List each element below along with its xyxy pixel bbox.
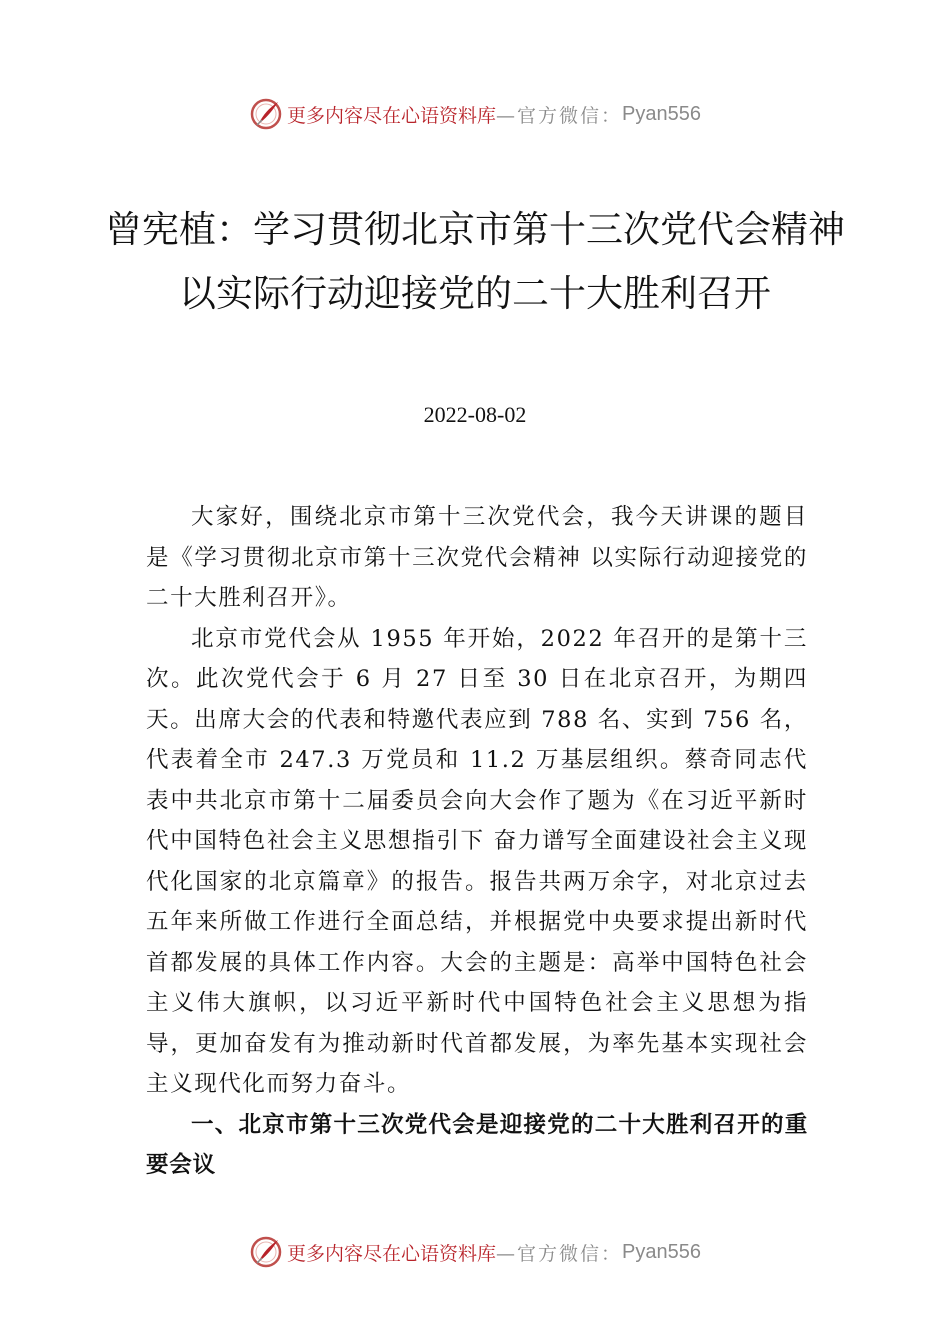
banner-wechat-label: —官方微信： xyxy=(496,104,623,127)
article-body xyxy=(146,497,808,1186)
banner-site-text: 更多内容尽在心语资料库 xyxy=(287,1242,497,1265)
section-heading: 一、北京市第十三次党代会是迎接党的二十大胜利召开的重要会议 xyxy=(146,1111,808,1178)
feather-pen-icon xyxy=(249,97,283,131)
feather-pen-icon xyxy=(249,1235,283,1269)
article-date: 2022-08-02 xyxy=(423,402,527,427)
article-title: 曾宪植：学习贯彻北京市第十三次党代会精神 以实际行动迎接党的二十大胜利召开 xyxy=(105,208,845,315)
banner-wechat-id: Pyan556 xyxy=(622,1240,701,1263)
banner-wechat-label: —官方微信： xyxy=(496,1242,623,1265)
footer-banner xyxy=(0,1232,950,1272)
header-banner xyxy=(0,94,950,134)
banner-site-text: 更多内容尽在心语资料库 xyxy=(287,104,497,127)
paragraph: 北京市党代会从 1955 年开始，2022 年召开的是第十三次。此次党代会于 6 月 27 日至 30 日在北京召开，为期四天。出席大会的代表和特邀代表应到 788 名、实到 756 名，代表着全市 247.3 万党员和 11.2 万基层组织。蔡奇同志代表中共北京市第十二届委员会向大会作了题为《在习近平新时代中国特色社会主义思想指引下 奋力谱写全面建设社会主义现代化国家的北京篇章》的报告。报告共两万余字，对北京过去五年来所做工作进行全面总结，并根据党中央要求提出新时代首都发展的具体工作内容。大会的主题是：高举中国特色社会主义伟大旗帜，以习近平新时代中国特色社会主义思想为指导，更加奋发有为推动新时代首都发展，为率先基本实现社会主义现代化而努力奋斗。 xyxy=(146,625,808,1097)
banner-wechat-id: Pyan556 xyxy=(622,102,701,125)
paragraph: 大家好，围绕北京市第十三次党代会，我今天讲课的题目是《学习贯彻北京市第十三次党代会精神 以实际行动迎接党的二十大胜利召开》。 xyxy=(146,504,808,611)
